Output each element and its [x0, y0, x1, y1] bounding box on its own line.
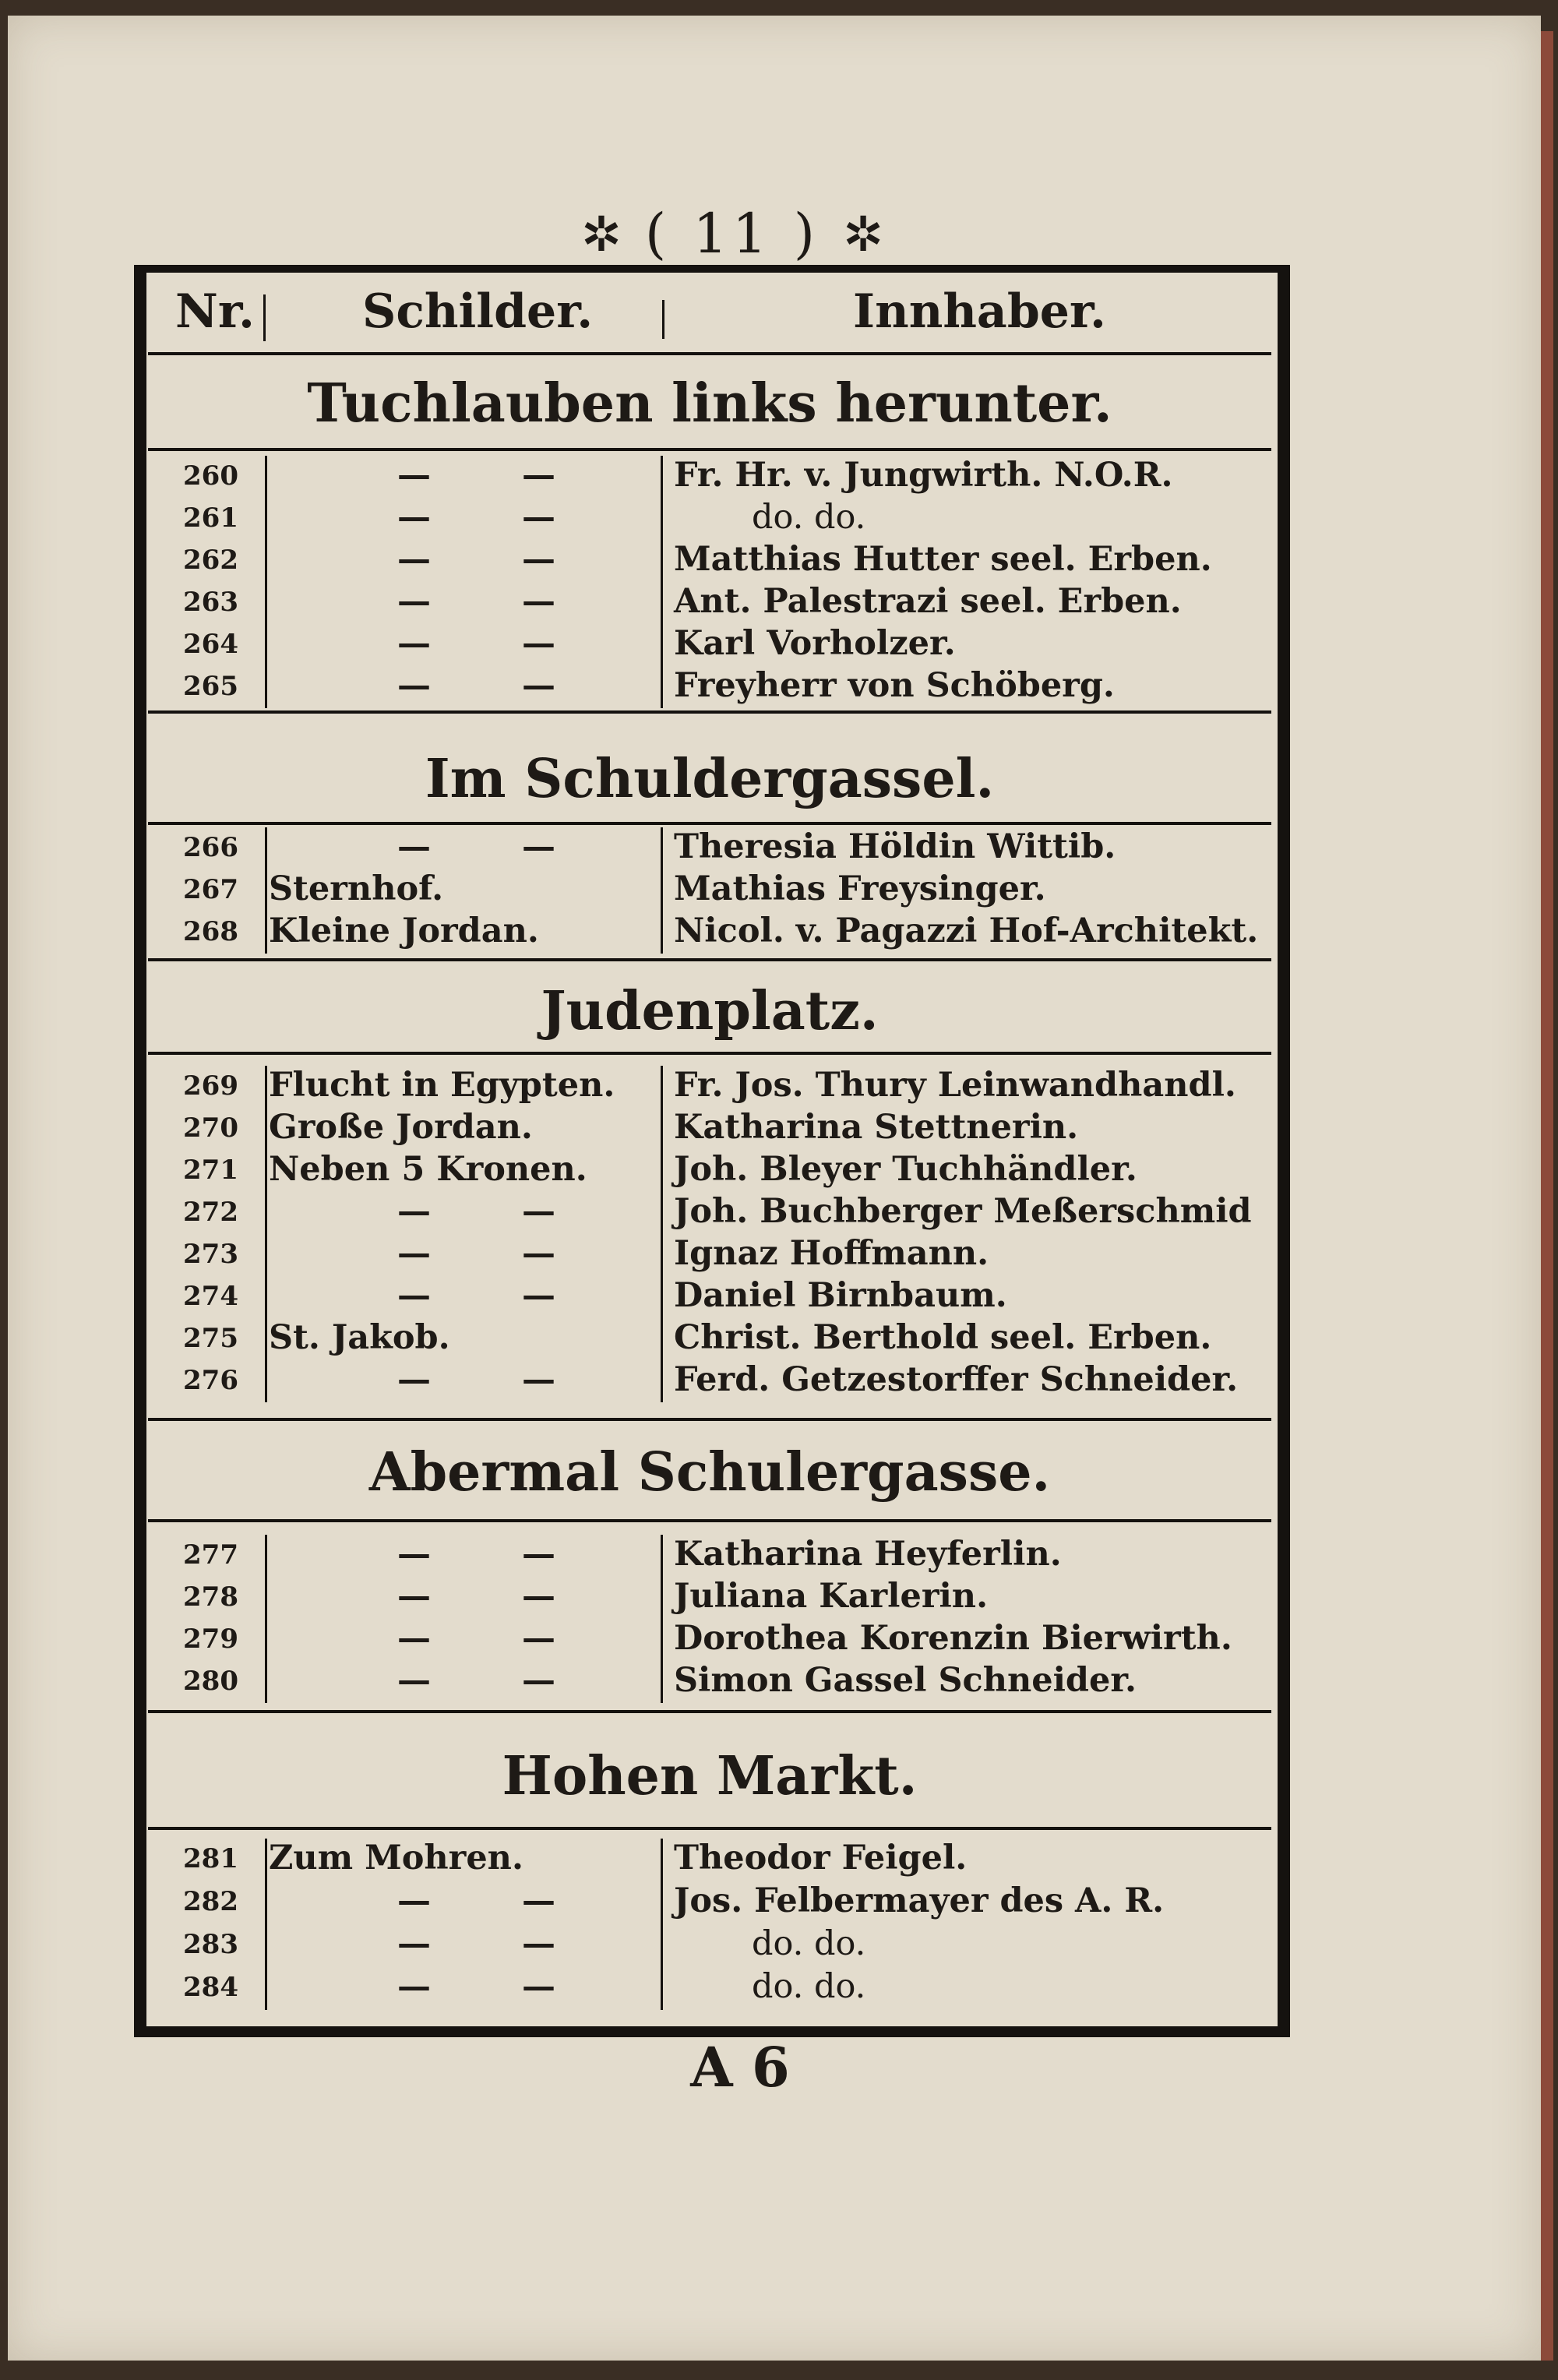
owner-name: do. do. — [752, 1967, 866, 2006]
ditto-dash: — — [397, 624, 431, 663]
owner-name: Joh. Bleyer Tuchhändler. — [674, 1150, 1137, 1189]
house-number: 280 — [183, 1666, 238, 1697]
house-number: 260 — [183, 460, 238, 492]
page-number: ( 11 ) — [644, 202, 820, 266]
table-row — [160, 1839, 1266, 1881]
section-rule — [148, 1418, 1271, 1421]
owner-name: Mathias Freysinger. — [674, 869, 1046, 908]
table-row — [160, 1276, 1266, 1318]
owner-name: Ferd. Getzestorffer Schneider. — [674, 1360, 1239, 1399]
ditto-dash: — — [522, 624, 555, 663]
owner-name: Matthias Hutter seel. Erben. — [674, 540, 1212, 579]
owner-name: Theodor Feigel. — [674, 1839, 968, 1878]
signature-mark: A 6 — [690, 2035, 790, 2100]
house-number: 263 — [183, 587, 238, 618]
owner-name: Nicol. v. Pagazzi Hof-Architekt. — [674, 911, 1259, 950]
house-number: 269 — [183, 1070, 238, 1102]
house-number: 281 — [183, 1843, 238, 1874]
ditto-dash: — — [522, 1535, 555, 1574]
house-sign: Neben 5 Kronen. — [269, 1150, 587, 1189]
ditto-dash: — — [397, 1577, 431, 1616]
table-row — [160, 1881, 1266, 1923]
ditto-dash: — — [397, 1535, 431, 1574]
table-row — [160, 869, 1266, 911]
ornament-right-icon: ✲ — [843, 205, 884, 263]
house-number: 276 — [183, 1365, 238, 1396]
header-divider — [263, 294, 266, 341]
header-divider — [662, 300, 664, 339]
house-number: 261 — [183, 502, 238, 534]
ditto-dash: — — [522, 1619, 555, 1658]
ditto-dash: — — [522, 1924, 555, 1963]
ditto-dash: — — [397, 1276, 431, 1315]
ditto-dash: — — [397, 456, 431, 495]
section-rule — [148, 822, 1271, 825]
house-number: 272 — [183, 1197, 238, 1228]
house-number: 266 — [183, 832, 238, 863]
house-number: 264 — [183, 629, 238, 660]
table-row — [160, 1360, 1266, 1402]
table-row — [160, 1150, 1266, 1192]
ditto-dash: — — [522, 582, 555, 621]
ditto-dash: — — [522, 1881, 555, 1920]
section-rule — [148, 958, 1271, 961]
table-row — [160, 456, 1266, 498]
section-rule — [148, 1519, 1271, 1522]
owner-name: Fr. Jos. Thury Leinwandhandl. — [674, 1066, 1236, 1105]
house-number: 278 — [183, 1581, 238, 1613]
house-number: 277 — [183, 1539, 238, 1571]
house-number: 265 — [183, 671, 238, 702]
house-number: 283 — [183, 1929, 238, 1960]
table-row — [160, 582, 1266, 624]
house-sign: Sternhof. — [269, 869, 444, 908]
owner-name: Jos. Felbermayer des A. R. — [674, 1881, 1165, 1920]
table-row — [160, 624, 1266, 666]
house-number: 284 — [183, 1972, 238, 2003]
column-header-sign: Schilder. — [362, 284, 594, 339]
page-edge — [1541, 31, 1553, 2361]
house-sign: Kleine Jordan. — [269, 911, 539, 950]
ditto-dash: — — [397, 827, 431, 866]
section-rule — [148, 1052, 1271, 1055]
owner-name: Christ. Berthold seel. Erben. — [674, 1318, 1212, 1357]
ditto-dash: — — [522, 456, 555, 495]
house-number: 279 — [183, 1624, 238, 1655]
ditto-dash: — — [522, 1661, 555, 1700]
house-number: 267 — [183, 874, 238, 905]
section-title: Judenplatz. — [541, 980, 879, 1042]
ditto-dash: — — [397, 1619, 431, 1658]
table-row — [160, 1924, 1266, 1966]
ditto-dash: — — [397, 1967, 431, 2006]
ornament-left-icon: ✲ — [580, 205, 622, 263]
ditto-dash: — — [397, 1661, 431, 1700]
house-sign: St. Jakob. — [269, 1318, 450, 1357]
ditto-dash: — — [397, 666, 431, 705]
table-row — [160, 1192, 1266, 1234]
owner-name: Fr. Hr. v. Jungwirth. N.O.R. — [674, 456, 1173, 495]
table-row — [160, 540, 1266, 582]
owner-name: Freyherr von Schöberg. — [674, 666, 1115, 705]
ditto-dash: — — [397, 1924, 431, 1963]
owner-name: Karl Vorholzer. — [674, 624, 956, 663]
owner-name: Joh. Buchberger Meßerschmid — [674, 1192, 1252, 1231]
table-row — [160, 911, 1266, 954]
house-sign: Große Jordan. — [269, 1108, 533, 1147]
ditto-dash: — — [397, 498, 431, 537]
ditto-dash: — — [522, 666, 555, 705]
ditto-dash: — — [522, 540, 555, 579]
house-number: 275 — [183, 1323, 238, 1354]
section-rule — [148, 710, 1271, 714]
section-title: Tuchlauben links herunter. — [307, 372, 1112, 435]
house-number: 270 — [183, 1112, 238, 1144]
house-number: 271 — [183, 1155, 238, 1186]
owner-name: Daniel Birnbaum. — [674, 1276, 1007, 1315]
table-row — [160, 827, 1266, 869]
ditto-dash: — — [522, 1577, 555, 1616]
section-rule — [148, 1827, 1271, 1830]
ditto-dash: — — [397, 582, 431, 621]
section-rule — [148, 448, 1271, 451]
section-rule — [148, 1710, 1271, 1713]
table-row — [160, 1108, 1266, 1150]
table-row — [160, 1535, 1266, 1577]
ditto-dash: — — [397, 1234, 431, 1273]
ditto-dash: — — [522, 827, 555, 866]
owner-name: Juliana Karlerin. — [674, 1577, 989, 1616]
house-number: 268 — [183, 916, 238, 947]
owner-name: do. do. — [752, 498, 866, 537]
owner-name: Katharina Stettnerin. — [674, 1108, 1079, 1147]
table-row — [160, 666, 1266, 708]
page-header — [483, 191, 982, 277]
owner-name: Katharina Heyferlin. — [674, 1535, 1062, 1574]
column-header-owner: Innhaber. — [853, 284, 1106, 339]
owner-name: Simon Gassel Schneider. — [674, 1661, 1137, 1700]
table-row — [160, 1619, 1266, 1661]
table-row — [160, 1577, 1266, 1619]
ditto-dash: — — [397, 1192, 431, 1231]
table-row — [160, 498, 1266, 540]
column-header-nr: Nr. — [175, 284, 255, 339]
table-row — [160, 1967, 1266, 2009]
section-title: Im Schuldergassel. — [425, 748, 995, 810]
ditto-dash: — — [522, 1360, 555, 1399]
ditto-dash: — — [397, 1360, 431, 1399]
house-number: 282 — [183, 1886, 238, 1917]
owner-name: Ignaz Hoffmann. — [674, 1234, 989, 1273]
owner-name: do. do. — [752, 1924, 866, 1963]
house-sign: Flucht in Egypten. — [269, 1066, 615, 1105]
ditto-dash: — — [522, 1276, 555, 1315]
house-number: 273 — [183, 1239, 238, 1270]
owner-name: Ant. Palestrazi seel. Erben. — [674, 582, 1182, 621]
ditto-dash: — — [522, 1192, 555, 1231]
table-row — [160, 1066, 1266, 1108]
table-row — [160, 1661, 1266, 1703]
house-number: 274 — [183, 1281, 238, 1312]
house-sign: Zum Mohren. — [269, 1839, 523, 1878]
ditto-dash: — — [522, 1967, 555, 2006]
section-title: Abermal Schulergasse. — [368, 1441, 1051, 1504]
ditto-dash: — — [522, 1234, 555, 1273]
header-rule — [148, 352, 1271, 355]
ditto-dash: — — [397, 540, 431, 579]
table-row — [160, 1234, 1266, 1276]
section-title: Hohen Markt. — [502, 1745, 918, 1807]
house-number: 262 — [183, 545, 238, 576]
ditto-dash: — — [522, 498, 555, 537]
table-row — [160, 1318, 1266, 1360]
owner-name: Theresia Höldin Wittib. — [674, 827, 1116, 866]
owner-name: Dorothea Korenzin Bierwirth. — [674, 1619, 1232, 1658]
ditto-dash: — — [397, 1881, 431, 1920]
